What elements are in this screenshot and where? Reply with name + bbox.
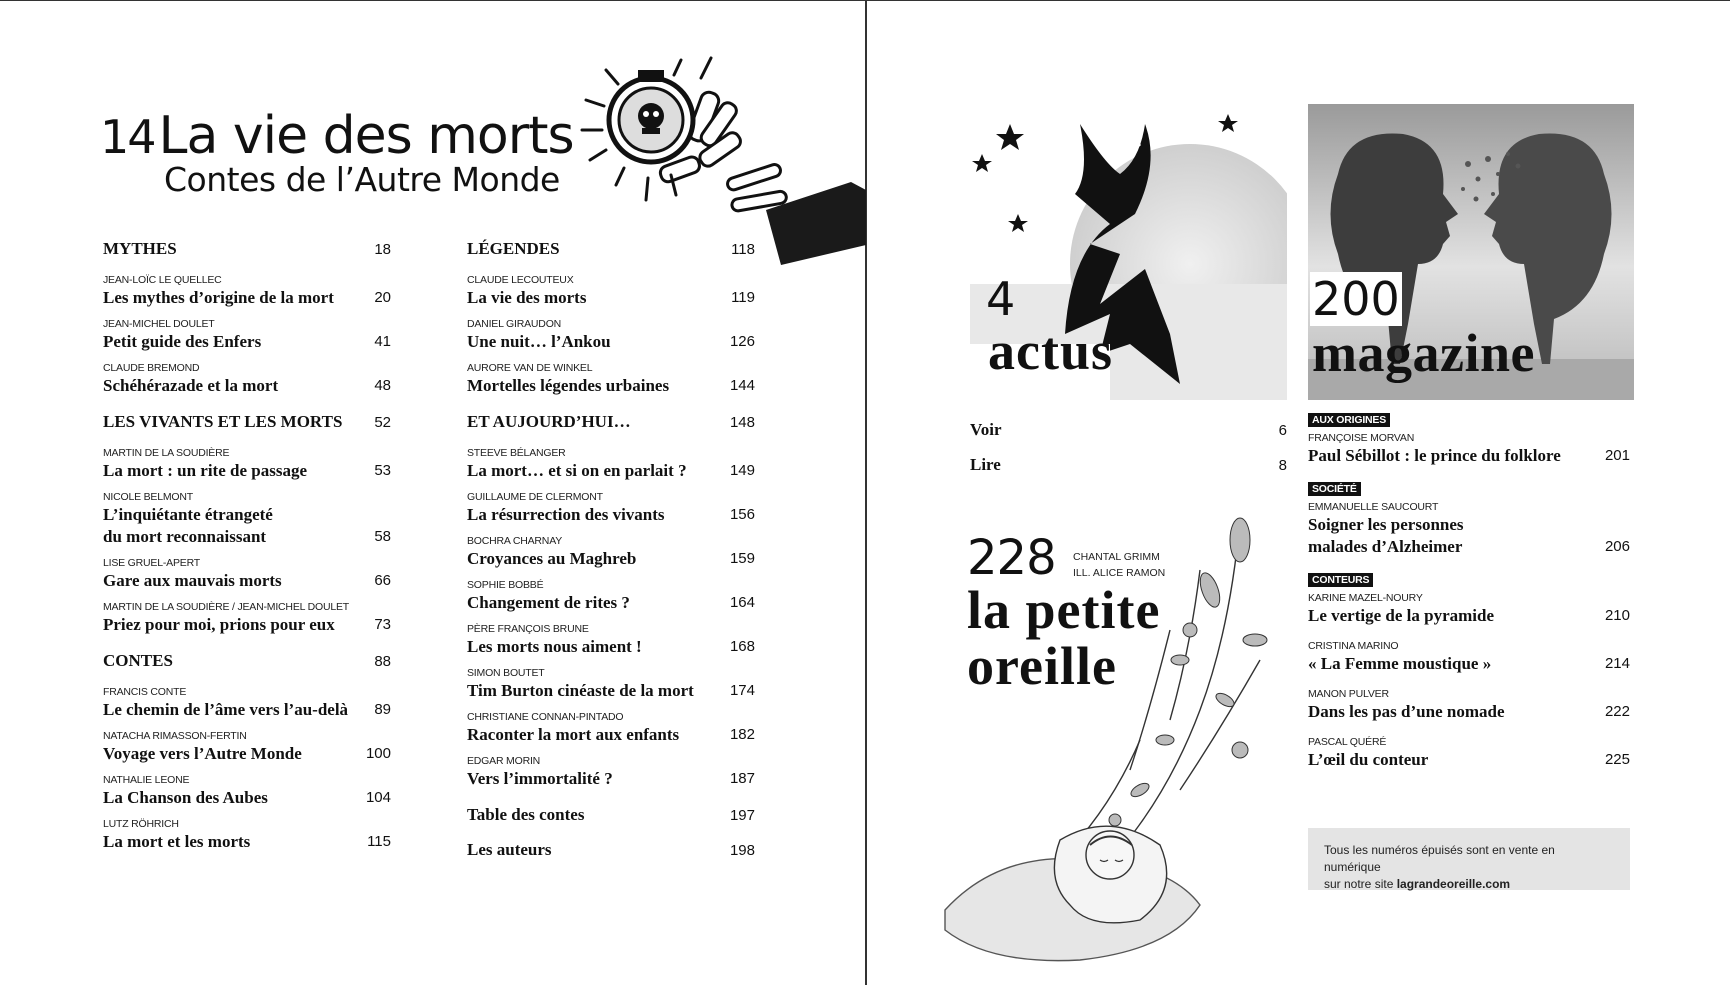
section-label: CONTES bbox=[103, 651, 173, 670]
entry-author: CRISTINA MARINO bbox=[1308, 640, 1399, 652]
entry-author: MARTIN DE LA SOUDIÈRE / JEAN-MICHEL DOULET bbox=[103, 601, 349, 613]
entry-line bbox=[103, 699, 391, 721]
entry-page-number: 174 bbox=[729, 682, 755, 699]
entry-author: SOPHIE BOBBÉ bbox=[467, 579, 544, 591]
toc-entry bbox=[103, 729, 391, 765]
entry-page-number: 89 bbox=[374, 701, 391, 718]
actus-item-label: Voir bbox=[970, 420, 1002, 439]
entry-title: L’œil du conteur bbox=[1308, 750, 1429, 769]
entry-line bbox=[467, 768, 755, 790]
section-page-number: 148 bbox=[729, 414, 755, 431]
toc-section-heading bbox=[467, 232, 755, 266]
entry-author: JEAN-MICHEL DOULET bbox=[103, 318, 215, 330]
toc-extra-item bbox=[467, 833, 755, 868]
actus-item-page: 8 bbox=[1278, 457, 1287, 474]
entry-line bbox=[1308, 514, 1630, 558]
website-link[interactable]: lagrandeoreille.com bbox=[1396, 877, 1511, 891]
entry-line bbox=[467, 287, 755, 309]
entry-page-number: 126 bbox=[729, 333, 755, 350]
magazine-rubric bbox=[1308, 410, 1630, 467]
entry-author: KARINE MAZEL-NOURY bbox=[1308, 592, 1423, 604]
magazine-entry bbox=[1308, 639, 1630, 675]
rubric-badge: AUX ORIGINES bbox=[1308, 413, 1390, 427]
entry-line bbox=[103, 743, 391, 765]
actus-item-voir bbox=[970, 420, 1287, 455]
magazine-entry bbox=[1308, 687, 1630, 723]
toc-entry bbox=[467, 361, 755, 397]
entry-page-number: 119 bbox=[731, 289, 755, 306]
entry-author: AURORE VAN DE WINKEL bbox=[467, 362, 593, 374]
entry-title: La mort : un rite de passage bbox=[103, 461, 307, 480]
entry-page-number: 20 bbox=[374, 289, 391, 306]
toc-entry bbox=[467, 622, 755, 658]
entry-author: GUILLAUME DE CLERMONT bbox=[467, 491, 603, 503]
petite-oreille-label bbox=[967, 582, 1160, 694]
entry-line bbox=[467, 375, 755, 397]
petite-oreille-number: 228 bbox=[967, 530, 1056, 586]
section-label: LÉGENDES bbox=[467, 239, 560, 258]
magazine-list bbox=[1308, 410, 1630, 783]
entry-title: L’inquiétante étrangeté du mort reconnaissant bbox=[103, 505, 273, 546]
actus-item-page: 6 bbox=[1278, 422, 1287, 439]
entry-title: Paul Sébillot : le prince du folklore bbox=[1308, 446, 1561, 465]
entry-page-number: 66 bbox=[374, 572, 391, 589]
entry-author: MANON PULVER bbox=[1308, 688, 1389, 700]
entry-title: Vers l’immortalité ? bbox=[467, 769, 613, 788]
entry-author: MARTIN DE LA SOUDIÈRE bbox=[103, 447, 230, 459]
entry-line bbox=[1308, 605, 1630, 627]
entry-page-number: 222 bbox=[1604, 703, 1630, 720]
magazine-entry bbox=[1308, 431, 1630, 467]
actus-list bbox=[970, 420, 1287, 490]
entry-page-number: 187 bbox=[729, 770, 755, 787]
entry-page-number: 164 bbox=[729, 594, 755, 611]
section-page-number: 88 bbox=[374, 653, 391, 670]
entry-line bbox=[103, 831, 391, 853]
toc-entry bbox=[103, 446, 391, 482]
toc-entry bbox=[467, 317, 755, 353]
entry-page-number: 104 bbox=[365, 789, 391, 806]
entry-line bbox=[467, 504, 755, 526]
entry-line bbox=[103, 787, 391, 809]
petite-oreille-label-line1: la petite bbox=[967, 580, 1161, 640]
entry-page-number: 168 bbox=[729, 638, 755, 655]
entry-author: FRANCIS CONTE bbox=[103, 686, 187, 698]
entry-author: NICOLE BELMONT bbox=[103, 491, 193, 503]
toc-entry bbox=[103, 556, 391, 592]
entry-title: Priez pour moi, prions pour eux bbox=[103, 615, 335, 634]
entry-title: Le vertige de la pyramide bbox=[1308, 606, 1495, 625]
notice-line1: Tous les numéros épuisés sont en vente en numérique bbox=[1324, 843, 1555, 874]
section-label: LES VIVANTS ET LES MORTS bbox=[103, 412, 343, 431]
entry-title: Voyage vers l’Autre Monde bbox=[103, 744, 302, 763]
entry-title: La mort… et si on en parlait ? bbox=[467, 461, 687, 480]
actus-item-label: Lire bbox=[970, 455, 1001, 474]
entry-line bbox=[467, 331, 755, 353]
entry-author: CLAUDE BREMOND bbox=[103, 362, 200, 374]
entry-line bbox=[467, 724, 755, 746]
entry-author: LUTZ RÖHRICH bbox=[103, 818, 179, 830]
entry-line bbox=[467, 680, 755, 702]
entry-author: EMMANUELLE SAUCOURT bbox=[1308, 501, 1439, 513]
entry-page-number: 225 bbox=[1604, 751, 1630, 768]
entry-author: LISE GRUEL-APERT bbox=[103, 557, 200, 569]
rubric-badge: CONTEURS bbox=[1308, 573, 1373, 587]
entry-line bbox=[1308, 653, 1630, 675]
entry-line bbox=[1308, 445, 1630, 467]
entry-title: Mortelles légendes urbaines bbox=[467, 376, 670, 395]
entry-title: La vie des morts bbox=[467, 288, 587, 307]
entry-page-number: 210 bbox=[1604, 607, 1630, 624]
entry-author: BOCHRA CHARNAY bbox=[467, 535, 563, 547]
entry-page-number: 41 bbox=[374, 333, 391, 350]
entry-author: NATACHA RIMASSON-FERTIN bbox=[103, 730, 247, 742]
entry-title: Dans les pas d’une nomade bbox=[1308, 702, 1505, 721]
toc-entry bbox=[103, 773, 391, 809]
toc-section-heading bbox=[467, 405, 755, 439]
toc-entry bbox=[467, 446, 755, 482]
toc-entry bbox=[467, 490, 755, 526]
entry-line bbox=[1308, 701, 1630, 723]
entry-line bbox=[467, 548, 755, 570]
toc-entry bbox=[103, 685, 391, 721]
toc-section-heading bbox=[103, 405, 391, 439]
toc-entry bbox=[103, 317, 391, 353]
entry-author: JEAN-LOÏC LE QUELLEC bbox=[103, 274, 222, 286]
magazine-entry bbox=[1308, 500, 1630, 558]
toc-entry bbox=[467, 578, 755, 614]
entry-title: Les morts nous aiment ! bbox=[467, 637, 642, 656]
entry-line bbox=[103, 460, 391, 482]
entry-page-number: 206 bbox=[1604, 538, 1630, 555]
entry-line bbox=[103, 331, 391, 353]
notice-line2 bbox=[1324, 876, 1614, 893]
toc-entry bbox=[467, 666, 755, 702]
entry-page-number: 58 bbox=[374, 528, 391, 545]
entry-page-number: 53 bbox=[374, 462, 391, 479]
entry-line bbox=[103, 570, 391, 592]
entry-author: CLAUDE LECOUTEUX bbox=[467, 274, 574, 286]
entry-page-number: 73 bbox=[374, 616, 391, 633]
section-page-number: 118 bbox=[731, 241, 755, 258]
toc-extra-item bbox=[467, 798, 755, 833]
entry-title: Une nuit… l’Ankou bbox=[467, 332, 611, 351]
dossier-title-text: La vie des morts bbox=[158, 106, 574, 166]
entry-line bbox=[467, 636, 755, 658]
entry-author: STEEVE BÉLANGER bbox=[467, 447, 566, 459]
entry-author: NATHALIE LEONE bbox=[103, 774, 190, 786]
dossier-number: 14 bbox=[100, 110, 155, 164]
entry-title: La Chanson des Aubes bbox=[103, 788, 268, 807]
entry-title: Petit guide des Enfers bbox=[103, 332, 262, 351]
extra-item-page-number: 198 bbox=[729, 842, 755, 859]
entry-line bbox=[103, 504, 391, 548]
entry-title: Soigner les personnes malades d’Alzheimer bbox=[1308, 515, 1464, 556]
toc-section-heading bbox=[103, 232, 391, 266]
entry-author: CHRISTIANE CONNAN-PINTADO bbox=[467, 711, 624, 723]
toc-column-right bbox=[467, 232, 755, 868]
entry-title: Les mythes d’origine de la mort bbox=[103, 288, 334, 307]
entry-title: Changement de rites ? bbox=[467, 593, 630, 612]
entry-author: FRANÇOISE MORVAN bbox=[1308, 432, 1415, 444]
entry-line bbox=[103, 614, 391, 636]
toc-entry bbox=[467, 534, 755, 570]
entry-author: PÈRE FRANÇOIS BRUNE bbox=[467, 623, 589, 635]
toc-entry bbox=[467, 710, 755, 746]
entry-line bbox=[1308, 749, 1630, 771]
toc-entry bbox=[103, 600, 391, 636]
section-page-number: 52 bbox=[374, 414, 391, 431]
entry-author: DANIEL GIRAUDON bbox=[467, 318, 562, 330]
extra-item-label: Les auteurs bbox=[467, 840, 552, 859]
toc-entry bbox=[467, 273, 755, 309]
toc-column-left bbox=[103, 232, 391, 861]
entry-title: La résurrection des vivants bbox=[467, 505, 665, 524]
entry-page-number: 182 bbox=[729, 726, 755, 743]
actus-label: actus bbox=[988, 321, 1113, 381]
petite-oreille-credit bbox=[1073, 549, 1165, 581]
toc-section-heading bbox=[103, 644, 391, 678]
entry-page-number: 149 bbox=[729, 462, 755, 479]
section-page-number: 18 bbox=[374, 241, 391, 258]
actus-number: 4 bbox=[986, 272, 1016, 326]
entry-line bbox=[103, 287, 391, 309]
entry-line bbox=[467, 592, 755, 614]
dossier-subtitle: Contes de l’Autre Monde bbox=[164, 160, 560, 199]
entry-title: La mort et les morts bbox=[103, 832, 251, 851]
entry-line bbox=[467, 460, 755, 482]
toc-entry bbox=[103, 490, 391, 548]
section-label: ET AUJOURD’HUI… bbox=[467, 412, 631, 431]
entry-title: Gare aux mauvais morts bbox=[103, 571, 282, 590]
magazine-number: 200 bbox=[1312, 272, 1400, 326]
entry-author: SIMON BOUTET bbox=[467, 667, 545, 679]
extra-item-label: Table des contes bbox=[467, 805, 585, 824]
entry-title: Le chemin de l’âme vers l’au-delà bbox=[103, 700, 349, 719]
entry-page-number: 48 bbox=[374, 377, 391, 394]
entry-page-number: 159 bbox=[729, 550, 755, 567]
entry-title: « La Femme moustique » bbox=[1308, 654, 1492, 673]
entry-line bbox=[103, 375, 391, 397]
entry-page-number: 214 bbox=[1604, 655, 1630, 672]
petite-oreille-label-line2: oreille bbox=[967, 636, 1117, 696]
magazine-rubric bbox=[1308, 570, 1630, 771]
entry-title: Tim Burton cinéaste de la mort bbox=[467, 681, 694, 700]
entry-page-number: 201 bbox=[1604, 447, 1630, 464]
entry-page-number: 156 bbox=[729, 506, 755, 523]
actus-item-lire bbox=[970, 455, 1287, 490]
entry-author: EDGAR MORIN bbox=[467, 755, 541, 767]
entry-page-number: 144 bbox=[729, 377, 755, 394]
toc-entry bbox=[467, 754, 755, 790]
entry-author: PASCAL QUÉRÉ bbox=[1308, 736, 1387, 748]
magazine-entry bbox=[1308, 735, 1630, 771]
entry-title: Raconter la mort aux enfants bbox=[467, 725, 680, 744]
magazine-rubric bbox=[1308, 479, 1630, 558]
rubric-badge: SOCIÉTÉ bbox=[1308, 482, 1361, 496]
petite-oreille-illustrator: ILL. ALICE RAMON bbox=[1073, 567, 1166, 579]
toc-entry bbox=[103, 361, 391, 397]
petite-oreille-author: CHANTAL GRIMM bbox=[1073, 551, 1160, 563]
digital-sales-notice bbox=[1308, 828, 1630, 890]
dossier-title bbox=[100, 106, 574, 166]
extra-item-page-number: 197 bbox=[729, 807, 755, 824]
notice-line2-prefix: sur notre site bbox=[1324, 877, 1397, 891]
magazine-entry bbox=[1308, 591, 1630, 627]
section-label: MYTHES bbox=[103, 239, 177, 258]
entry-page-number: 100 bbox=[365, 745, 391, 762]
toc-entry bbox=[103, 817, 391, 853]
entry-title: Schéhérazade et la mort bbox=[103, 376, 279, 395]
magazine-label: magazine bbox=[1312, 323, 1535, 383]
toc-entry bbox=[103, 273, 391, 309]
entry-page-number: 115 bbox=[367, 833, 391, 850]
entry-title: Croyances au Maghreb bbox=[467, 549, 637, 568]
